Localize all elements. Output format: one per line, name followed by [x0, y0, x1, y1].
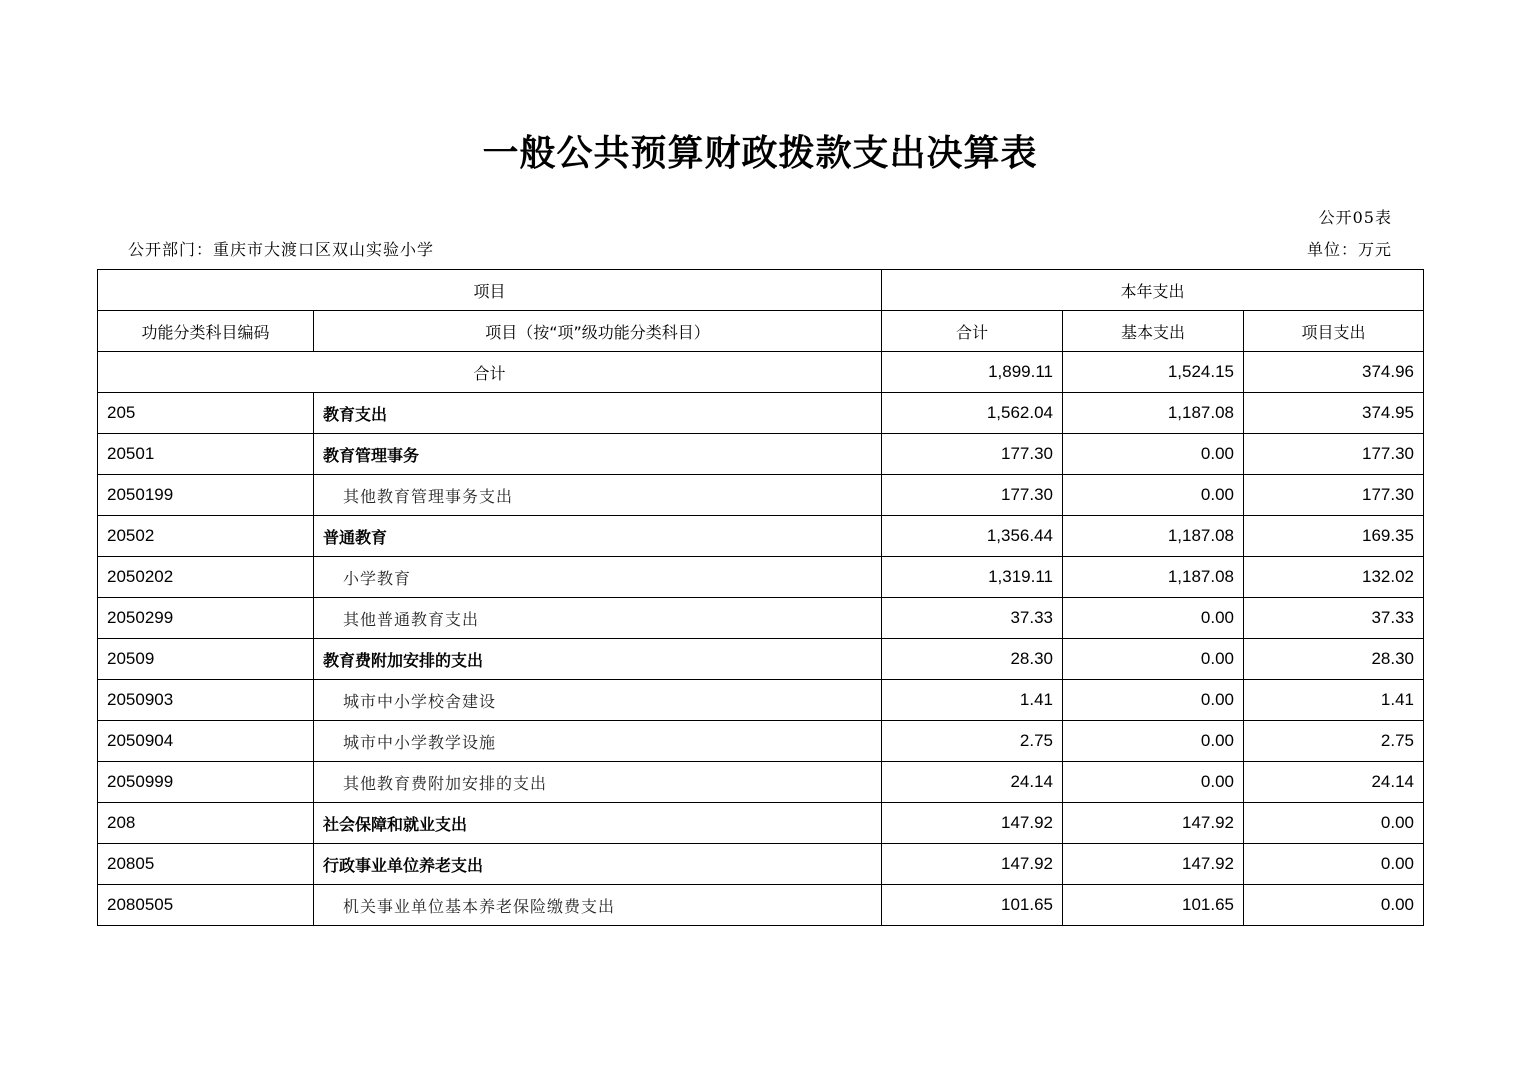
row-project: 28.30: [1244, 639, 1424, 680]
row-basic: 101.65: [1063, 885, 1244, 926]
row-item-name: 机关事业单位基本养老保险缴费支出: [314, 885, 882, 926]
row-total: 1,356.44: [882, 516, 1063, 557]
row-item-name: 教育管理事务: [314, 434, 882, 475]
row-basic: 0.00: [1063, 721, 1244, 762]
row-basic: 0.00: [1063, 475, 1244, 516]
header-project: 项目: [98, 270, 882, 311]
row-total: 101.65: [882, 885, 1063, 926]
row-basic: 1,187.08: [1063, 393, 1244, 434]
row-project: 169.35: [1244, 516, 1424, 557]
row-project: 374.95: [1244, 393, 1424, 434]
header-total: 合计: [882, 311, 1063, 352]
row-code: 2050199: [98, 475, 314, 516]
row-item-name: 行政事业单位养老支出: [314, 844, 882, 885]
row-code: 2050299: [98, 598, 314, 639]
row-project: 177.30: [1244, 434, 1424, 475]
row-code: 208: [98, 803, 314, 844]
total-row-basic: 1,524.15: [1063, 352, 1244, 393]
row-project: 132.02: [1244, 557, 1424, 598]
row-basic: 0.00: [1063, 680, 1244, 721]
table-body: [98, 352, 1424, 926]
row-total: 1.41: [882, 680, 1063, 721]
table-row: [98, 557, 1424, 598]
table-row: [98, 885, 1424, 926]
row-basic: 0.00: [1063, 639, 1244, 680]
page-title: 一般公共预算财政拨款支出决算表: [482, 133, 1038, 174]
row-total: 147.92: [882, 803, 1063, 844]
row-code: 2050202: [98, 557, 314, 598]
header-row-top: [98, 270, 1424, 311]
row-total: 177.30: [882, 475, 1063, 516]
budget-table: [97, 269, 1424, 926]
row-basic: 0.00: [1063, 598, 1244, 639]
row-item-name: 教育支出: [314, 393, 882, 434]
header-project-expense: 项目支出: [1244, 311, 1424, 352]
row-code: 205: [98, 393, 314, 434]
department-label: 公开部门：重庆市大渡口区双山实验小学: [128, 240, 435, 259]
row-total: 28.30: [882, 639, 1063, 680]
row-project: 177.30: [1244, 475, 1424, 516]
table-row: [98, 516, 1424, 557]
table-row: [98, 639, 1424, 680]
table-row: [98, 844, 1424, 885]
row-code: 20502: [98, 516, 314, 557]
row-item-name: 普通教育: [314, 516, 882, 557]
row-total: 1,319.11: [882, 557, 1063, 598]
row-project: 1.41: [1244, 680, 1424, 721]
row-total: 2.75: [882, 721, 1063, 762]
table-row: [98, 393, 1424, 434]
row-code: 2050999: [98, 762, 314, 803]
table-row: [98, 680, 1424, 721]
total-row-total: 1,899.11: [882, 352, 1063, 393]
row-code: 2050904: [98, 721, 314, 762]
header-this-year: 本年支出: [882, 270, 1424, 311]
total-row: [98, 352, 1424, 393]
total-row-label: 合计: [98, 352, 882, 393]
row-project: 0.00: [1244, 803, 1424, 844]
row-code: 20805: [98, 844, 314, 885]
row-basic: 147.92: [1063, 803, 1244, 844]
row-code: 20501: [98, 434, 314, 475]
row-item-name: 社会保障和就业支出: [314, 803, 882, 844]
row-item-name: 城市中小学校舍建设: [314, 680, 882, 721]
row-total: 37.33: [882, 598, 1063, 639]
row-item-name: 其他教育管理事务支出: [314, 475, 882, 516]
row-basic: 0.00: [1063, 762, 1244, 803]
row-total: 147.92: [882, 844, 1063, 885]
form-number: 公开05表: [1318, 208, 1392, 227]
row-basic: 147.92: [1063, 844, 1244, 885]
unit-label: 单位：万元: [1306, 240, 1392, 259]
total-row-project: 374.96: [1244, 352, 1424, 393]
header-item: 项目（按“项”级功能分类科目）: [314, 311, 882, 352]
row-project: 0.00: [1244, 844, 1424, 885]
row-total: 24.14: [882, 762, 1063, 803]
row-project: 37.33: [1244, 598, 1424, 639]
row-item-name: 其他教育费附加安排的支出: [314, 762, 882, 803]
table-row: [98, 762, 1424, 803]
table-row: [98, 803, 1424, 844]
row-item-name: 教育费附加安排的支出: [314, 639, 882, 680]
row-item-name: 小学教育: [314, 557, 882, 598]
row-project: 2.75: [1244, 721, 1424, 762]
table-row: [98, 475, 1424, 516]
table-row: [98, 598, 1424, 639]
table-row: [98, 434, 1424, 475]
row-total: 177.30: [882, 434, 1063, 475]
row-item-name: 其他普通教育支出: [314, 598, 882, 639]
table-row: [98, 721, 1424, 762]
row-project: 24.14: [1244, 762, 1424, 803]
row-total: 1,562.04: [882, 393, 1063, 434]
header-code: 功能分类科目编码: [98, 311, 314, 352]
row-basic: 1,187.08: [1063, 516, 1244, 557]
row-item-name: 城市中小学教学设施: [314, 721, 882, 762]
row-project: 0.00: [1244, 885, 1424, 926]
row-code: 2050903: [98, 680, 314, 721]
row-basic: 0.00: [1063, 434, 1244, 475]
row-code: 2080505: [98, 885, 314, 926]
row-basic: 1,187.08: [1063, 557, 1244, 598]
header-basic: 基本支出: [1063, 311, 1244, 352]
header-row-sub: [98, 311, 1424, 352]
row-code: 20509: [98, 639, 314, 680]
